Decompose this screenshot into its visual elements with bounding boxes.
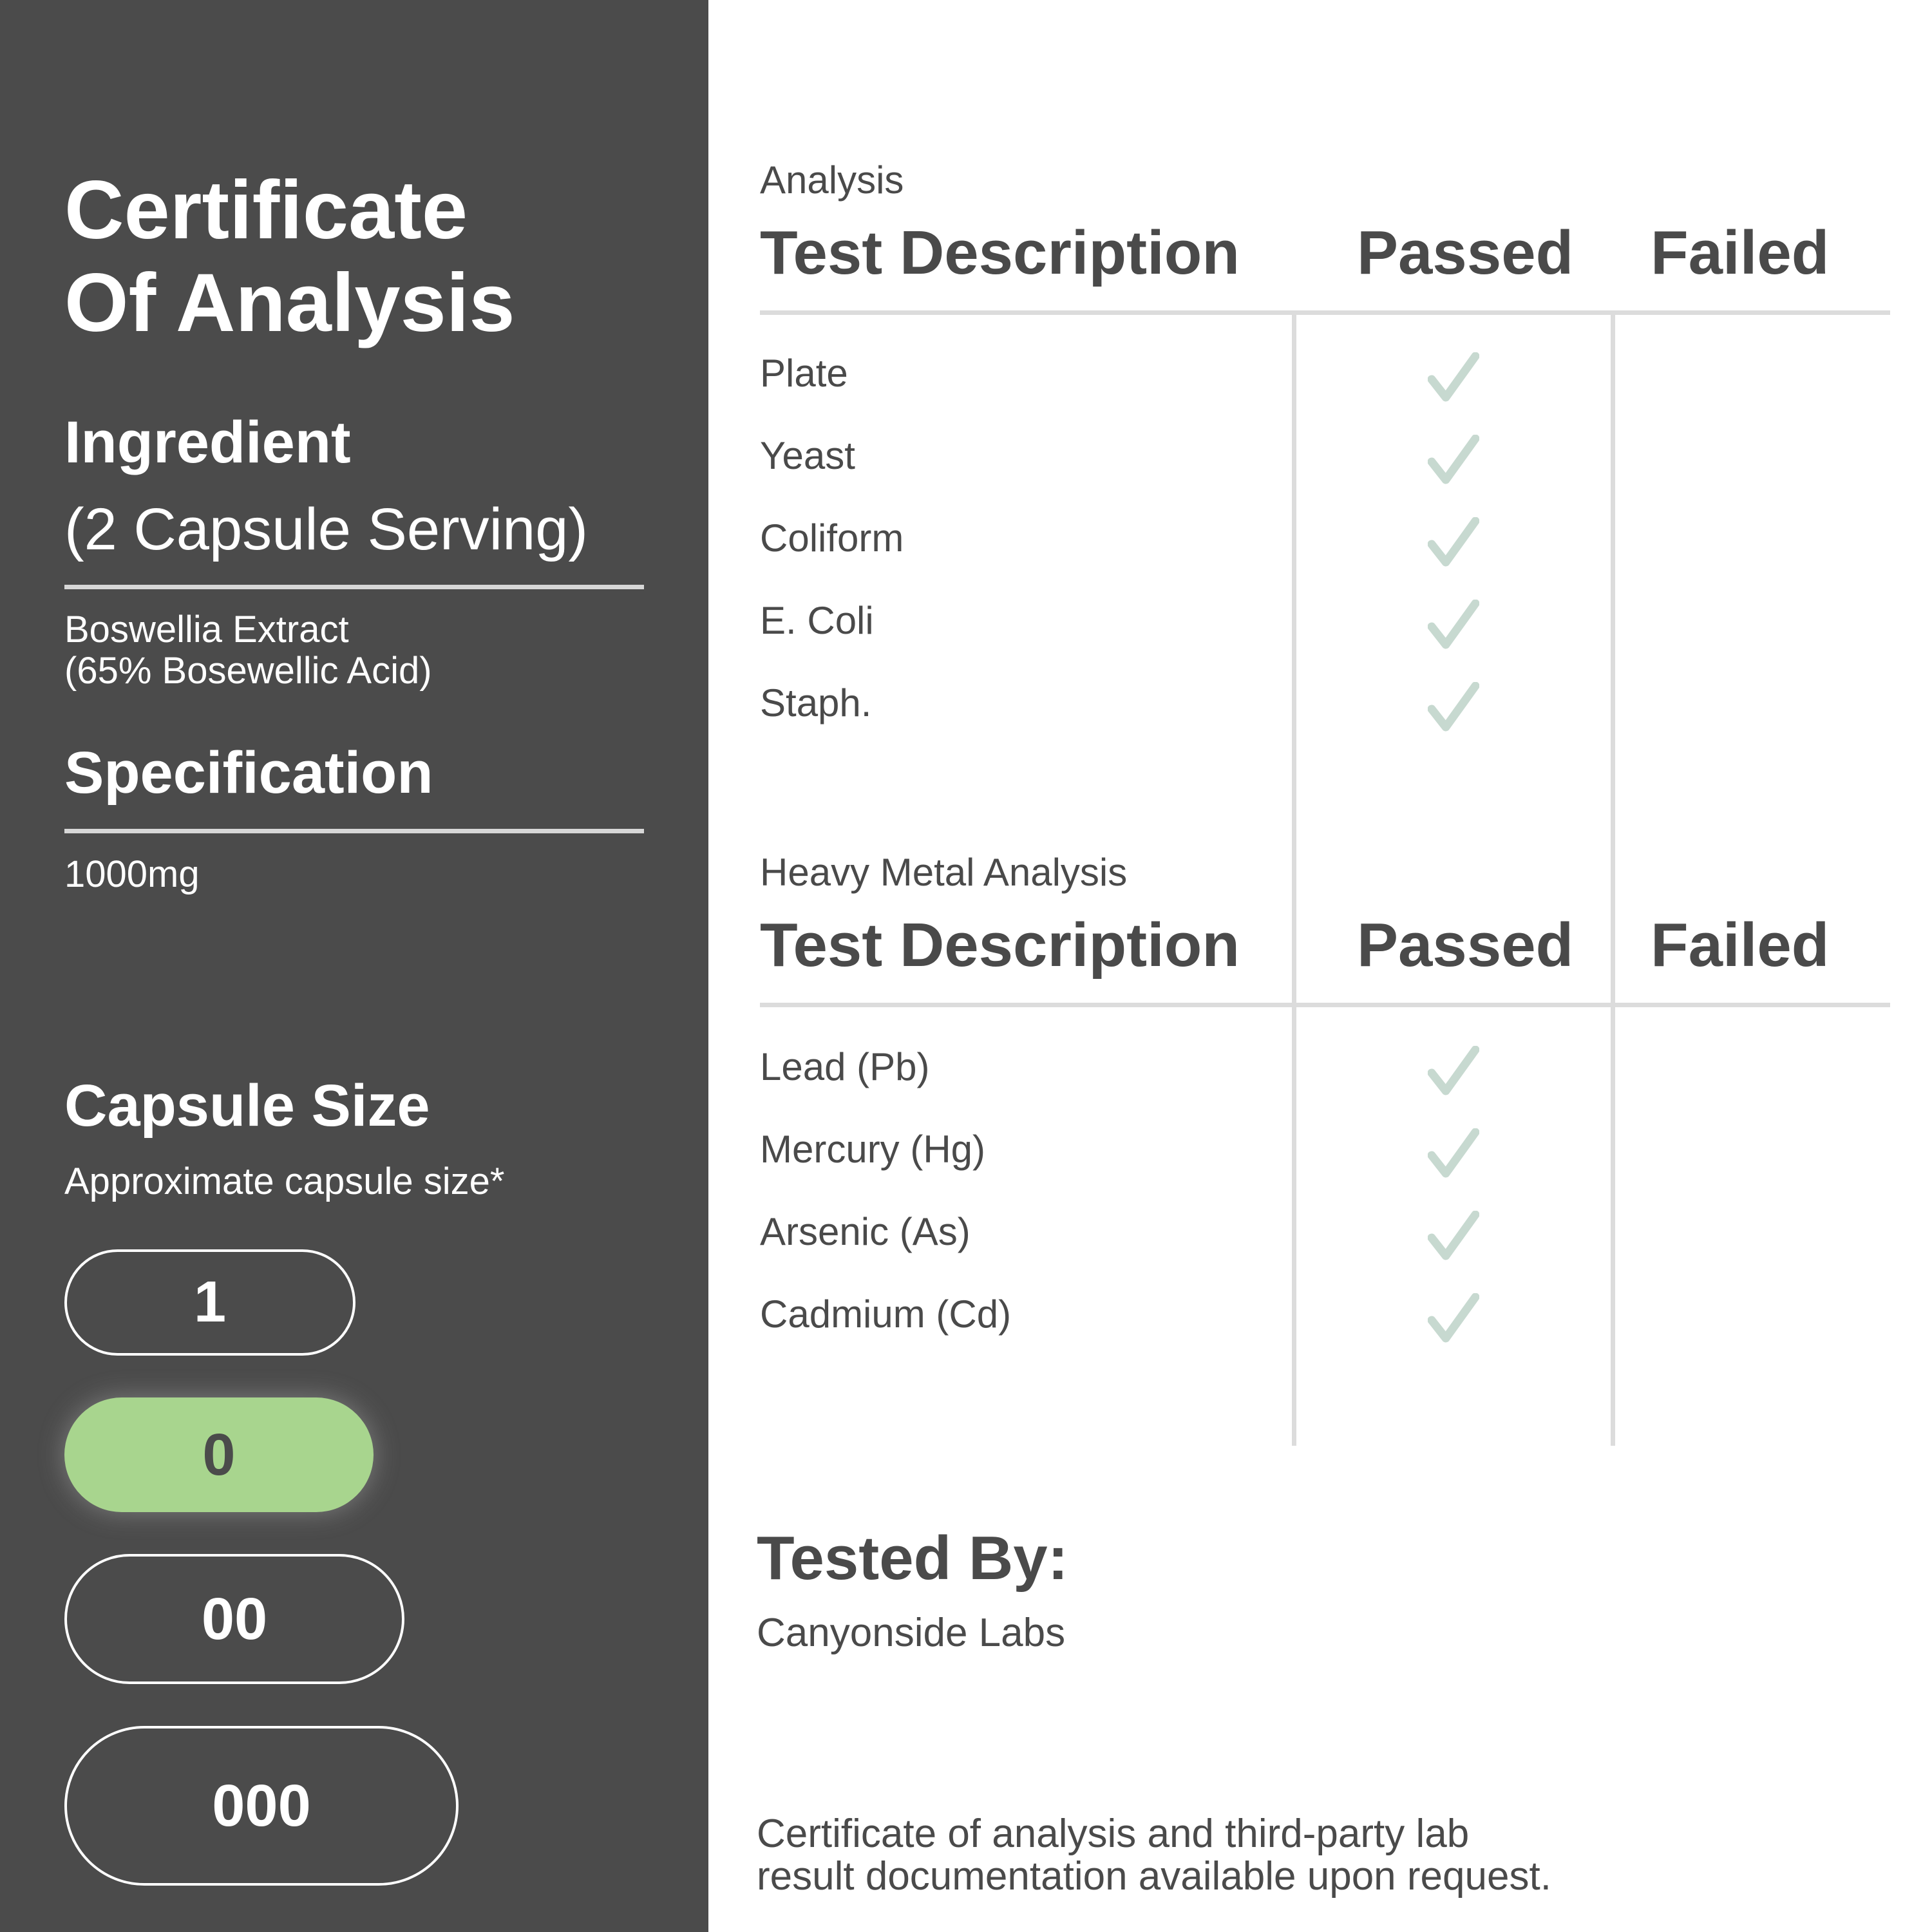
checkmark-icon bbox=[1428, 517, 1479, 569]
capsule-size-0-selected[interactable]: 0 bbox=[64, 1397, 374, 1512]
footnote bbox=[757, 1813, 1723, 1898]
analysis-row-label: Coliform bbox=[760, 516, 904, 560]
footnote-line2: result documentation available upon request. bbox=[757, 1854, 1551, 1899]
tested-by-lab: Canyonside Labs bbox=[757, 1611, 1066, 1655]
page-title-line2: Of Analysis bbox=[64, 257, 515, 349]
checkmark-icon bbox=[1428, 352, 1479, 404]
capsule-size-heading: Capsule Size bbox=[64, 1073, 430, 1139]
ingredient-serving: (2 Capsule Serving) bbox=[64, 497, 589, 562]
checkmark-icon bbox=[1428, 1211, 1479, 1262]
column-divider bbox=[1611, 312, 1615, 1446]
heavy-metal-row-label: Lead (Pb) bbox=[760, 1045, 930, 1088]
heavy-metal-row-label: Arsenic (As) bbox=[760, 1210, 971, 1253]
heavy-metal-row-label: Mercury (Hg) bbox=[760, 1128, 986, 1171]
capsule-size-subtitle: Approximate capsule size* bbox=[64, 1160, 505, 1202]
ingredient-value-line2: (65% Bosewellic Acid) bbox=[64, 650, 432, 692]
analysis-header-passed: Passed bbox=[1357, 218, 1574, 287]
left-panel bbox=[0, 0, 708, 1932]
checkmark-icon bbox=[1428, 435, 1479, 486]
heavy-metal-section-label: Heavy Metal Analysis bbox=[760, 851, 1128, 894]
page-title-line1: Certificate bbox=[64, 164, 468, 256]
analysis-row-label: Plate bbox=[760, 352, 848, 395]
capsule-size-000[interactable]: 000 bbox=[64, 1726, 459, 1886]
heavy-metal-header-description: Test Description bbox=[760, 911, 1240, 980]
analysis-section-label: Analysis bbox=[760, 158, 904, 202]
checkmark-icon bbox=[1428, 1128, 1479, 1180]
footnote-line1: Certificate of analysis and third-party lab bbox=[757, 1812, 1470, 1856]
specification-heading: Specification bbox=[64, 740, 433, 806]
ingredient-heading: Ingredient bbox=[64, 410, 351, 475]
specification-divider bbox=[64, 829, 644, 833]
checkmark-icon bbox=[1428, 682, 1479, 734]
heavy-metal-header-failed: Failed bbox=[1651, 911, 1830, 980]
right-panel bbox=[708, 0, 1932, 1932]
analysis-row-label: Yeast bbox=[760, 434, 855, 477]
tested-by-heading: Tested By: bbox=[757, 1524, 1068, 1593]
analysis-header-failed: Failed bbox=[1651, 218, 1830, 287]
ingredient-divider bbox=[64, 585, 644, 589]
checkmark-icon bbox=[1428, 600, 1479, 651]
ingredient-value bbox=[64, 609, 432, 692]
page-title bbox=[64, 164, 515, 350]
analysis-header-divider bbox=[760, 310, 1890, 315]
heavy-metal-header-passed: Passed bbox=[1357, 911, 1574, 980]
checkmark-icon bbox=[1428, 1293, 1479, 1345]
heavy-metal-row-label: Cadmium (Cd) bbox=[760, 1293, 1012, 1336]
analysis-header-description: Test Description bbox=[760, 218, 1240, 287]
capsule-size-00[interactable]: 00 bbox=[64, 1554, 404, 1684]
analysis-row-label: Staph. bbox=[760, 681, 872, 724]
heavy-metal-header-divider bbox=[760, 1003, 1890, 1007]
checkmark-icon bbox=[1428, 1046, 1479, 1097]
specification-value: 1000mg bbox=[64, 853, 200, 895]
ingredient-value-line1: Boswellia Extract bbox=[64, 609, 349, 650]
analysis-row-label: E. Coli bbox=[760, 599, 874, 642]
column-divider bbox=[1292, 312, 1296, 1446]
capsule-size-1[interactable]: 1 bbox=[64, 1249, 355, 1356]
